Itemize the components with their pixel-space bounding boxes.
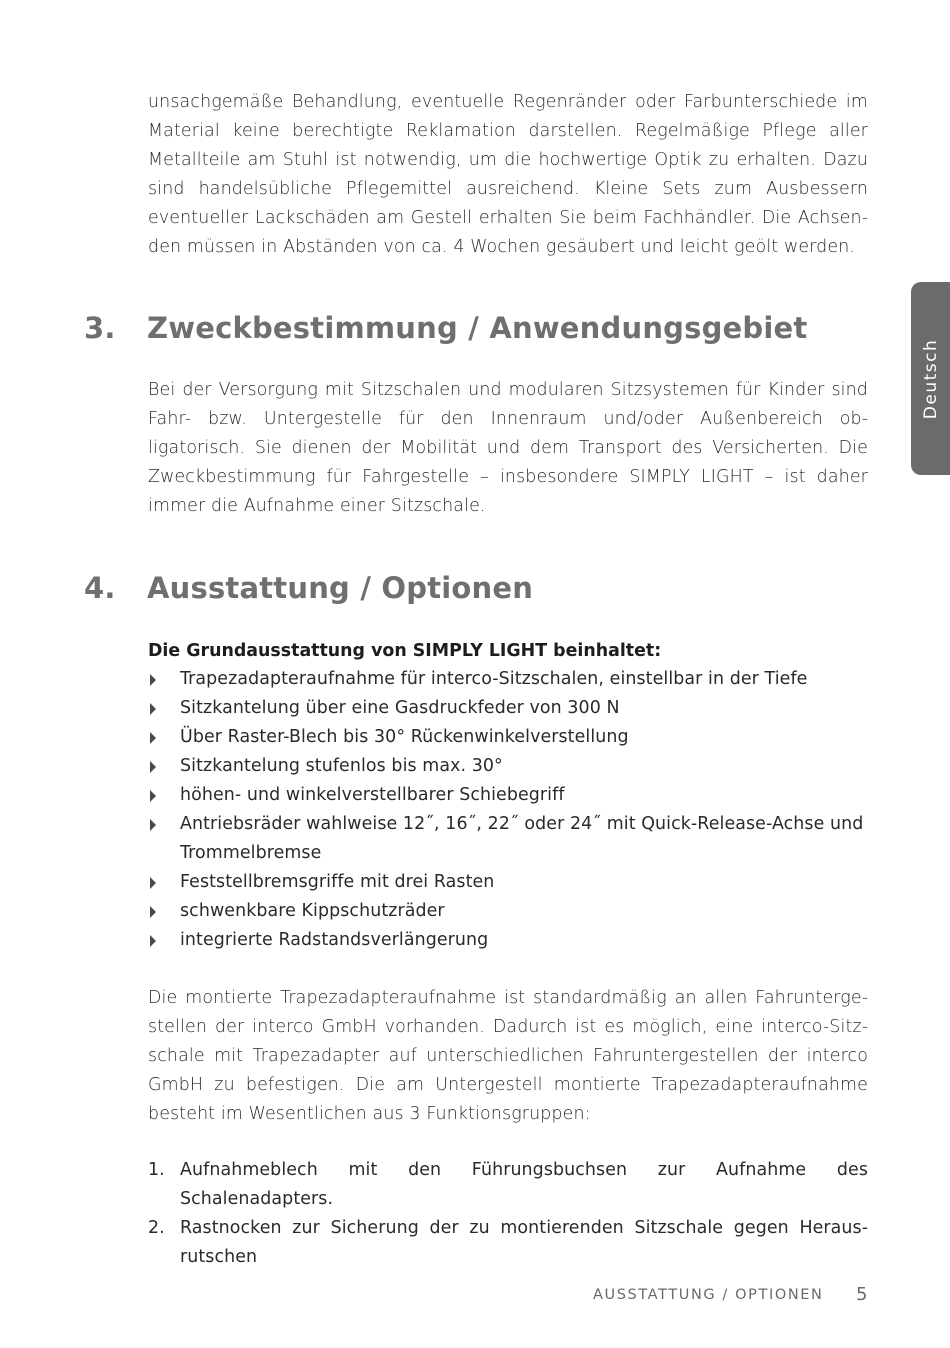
section-3-title: Zweckbestimmung / Anwendungsgebiet (147, 311, 808, 345)
equipment-list (148, 665, 868, 955)
list-item (148, 926, 868, 955)
item-number: 1. (148, 1160, 165, 1180)
bullet-triangle-icon (150, 790, 156, 802)
bullet-triangle-icon (150, 761, 156, 773)
list-item-text: höhen- und winkelverstellbarer Schiebegriff (180, 785, 565, 805)
list-item (148, 810, 868, 868)
page-number: 5 (856, 1284, 868, 1305)
list-item (148, 665, 868, 694)
section-3-heading (84, 311, 807, 345)
numbered-item (148, 1156, 868, 1214)
bullet-triangle-icon (150, 935, 156, 947)
list-item-text: schwenkbare Kippschutzräder (180, 901, 445, 921)
section-4-number: 4. (84, 571, 116, 605)
list-item-text: integrierte Radstandsverlängerung (180, 930, 489, 950)
intro-paragraph: unsachgemäße Behandlung, eventuelle Regenränder oder Farbunterschiede im Material keine berechtigte Reklamation darstellen. Regelmäßige Pflege aller Metallteile am Stuhl ist notwendig, um die hochwertige Optik zu erhalten. Dazu sind handelsübliche Pflegemittel ausreichend. Kleine Sets zum Ausbessern eventueller Lackschäden am Gestell erhalten Sie beim Fachhändler. Die Achsenden müssen in Abständen von ca. 4 Wochen gesäubert und leicht geölt werden. (148, 92, 868, 257)
equipment-subheading: Die Grundausstattung von SIMPLY LIGHT beinhaltet: (148, 641, 662, 661)
list-item (148, 723, 868, 752)
list-item-text: Über Raster-Blech bis 30° Rückenwinkelverstellung (180, 727, 629, 747)
numbered-item (148, 1214, 868, 1272)
bullet-triangle-icon (150, 674, 156, 686)
section-3-number: 3. (84, 311, 116, 345)
side-tab-label: Deutsch (920, 338, 941, 419)
list-item (148, 694, 868, 723)
list-item-text: Sitzkantelung stufenlos bis max. 30° (180, 756, 503, 776)
list-item (148, 752, 868, 781)
section-4-heading (84, 571, 533, 605)
footer-section-label: AUSSTATTUNG / OPTIONEN (593, 1287, 824, 1303)
bullet-triangle-icon (150, 732, 156, 744)
list-item-text: Sitzkantelung über eine Gasdruckfeder von 300 N (180, 698, 620, 718)
bullet-triangle-icon (150, 819, 156, 831)
function-group-list (148, 1156, 868, 1272)
item-number: 2. (148, 1218, 165, 1238)
section-3-paragraph: Bei der Versorgung mit Sitzschalen und modularen Sitzsystemen für Kinder sind Fahr- bzw. Untergestelle für den Innenraum und/oder Außenbereich obligatorisch. Sie dienen der Mobilität und dem Transport des Versicherten. Die Zweckbestimmung für Fahrgestelle – insbesondere SIMPLY LIGHT – ist daher immer die Aufnahme einer Sitzschale. (148, 380, 868, 516)
section-4-title: Ausstattung / Optionen (147, 571, 534, 605)
item-text: Rastnocken zur Sicherung der zu montierenden Sitzschale gegen Herausrutschen (180, 1218, 868, 1267)
list-item-text: Trapezadapteraufnahme für interco-Sitzschalen, einstellbar in der Tiefe (180, 669, 808, 689)
list-item-text: Antriebsräder wahlweise 12˝, 16˝, 22˝ oder 24˝ mit Quick-Release-Achse und Trommelbremse (180, 814, 864, 863)
list-item (148, 781, 868, 810)
item-text: Aufnahmeblech mit den Führungsbuchsen zur Aufnahme des Schalenadapters. (180, 1160, 868, 1209)
bullet-triangle-icon (150, 703, 156, 715)
language-side-tab[interactable] (911, 282, 950, 475)
list-item-text: Feststellbremsgriffe mit drei Rasten (180, 872, 495, 892)
bullet-triangle-icon (150, 906, 156, 918)
list-item (148, 897, 868, 926)
bullet-triangle-icon (150, 877, 156, 889)
list-item (148, 868, 868, 897)
section-4-paragraph: Die montierte Trapezadapteraufnahme ist standardmäßig an allen Fahruntergestellen der interco GmbH vorhanden. Dadurch ist es möglich, eine interco-Sitzschale mit Trapezadapter auf unterschiedlichen Fahruntergestellen der interco GmbH zu befestigen. Die am Untergestell montierte Trapezadapteraufnahme besteht im Wesentlichen aus 3 Funktionsgruppen: (148, 988, 868, 1124)
